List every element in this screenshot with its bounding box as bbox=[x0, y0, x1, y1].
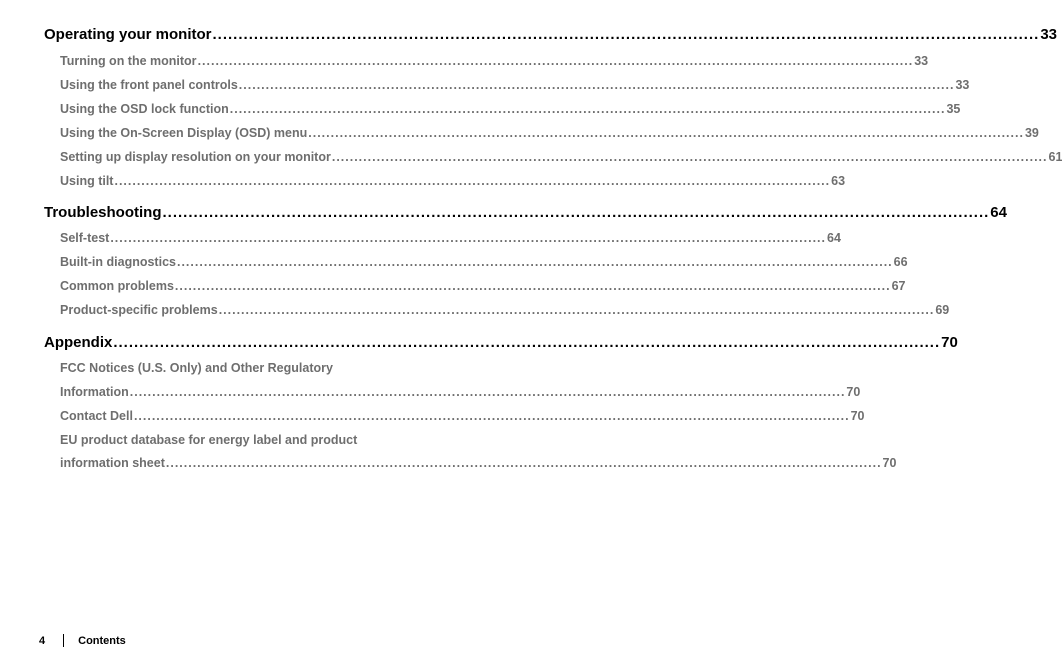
toc-page-number: 33 bbox=[914, 54, 929, 68]
toc-page-number: 70 bbox=[850, 409, 865, 423]
toc-page-number: 61 bbox=[1048, 150, 1062, 164]
toc-item-front-panel[interactable] bbox=[60, 78, 970, 92]
dot-leader: ................................................................................................................................................................ bbox=[229, 102, 946, 116]
toc-section-operating[interactable] bbox=[44, 26, 1057, 43]
toc-item-display-resolution[interactable] bbox=[60, 150, 1062, 164]
toc-item-title: Contact Dell bbox=[60, 409, 133, 423]
dot-leader: ................................................................................................................................................................ bbox=[110, 231, 826, 245]
dot-leader: ................................................................................................................................................................ bbox=[331, 150, 1048, 164]
toc-item-tilt[interactable] bbox=[60, 174, 846, 188]
toc-page-number: 39 bbox=[1024, 126, 1039, 140]
toc-item-title: Common problems bbox=[60, 279, 174, 293]
toc-item-eu-database[interactable] bbox=[60, 456, 897, 470]
toc-item-self-test[interactable] bbox=[60, 231, 841, 245]
dot-leader: ................................................................................................................................................................ bbox=[113, 334, 941, 351]
toc-section-title: Operating your monitor bbox=[44, 26, 212, 43]
toc-page-number: 35 bbox=[946, 102, 961, 116]
toc-item-osd-lock[interactable] bbox=[60, 102, 961, 116]
footer-divider bbox=[63, 634, 64, 647]
footer-page-number: 4 bbox=[39, 634, 46, 647]
dot-leader: ................................................................................................................................................................ bbox=[162, 204, 990, 221]
toc-section-appendix[interactable] bbox=[44, 334, 958, 351]
toc-item-eu-database-line1[interactable]: EU product database for energy label and product bbox=[60, 433, 358, 447]
dot-leader: ................................................................................................................................................................ bbox=[174, 279, 891, 293]
dot-leader: ................................................................................................................................................................ bbox=[212, 26, 1040, 43]
toc-item-title: Self-test bbox=[60, 231, 110, 245]
toc-page-number: 33 bbox=[1040, 26, 1057, 43]
toc-item-osd-menu[interactable] bbox=[60, 126, 1039, 140]
toc-item-title: Product-specific problems bbox=[60, 303, 218, 317]
toc-item-fcc-notices[interactable] bbox=[60, 385, 861, 399]
toc-page-number: 70 bbox=[882, 456, 897, 470]
toc-page-number: 64 bbox=[827, 231, 841, 245]
dot-leader: ................................................................................................................................................................ bbox=[176, 255, 893, 269]
toc-page-number: 70 bbox=[941, 334, 958, 351]
toc-item-product-specific[interactable] bbox=[60, 303, 950, 317]
toc-page-number: 69 bbox=[935, 303, 950, 317]
page-footer bbox=[39, 634, 126, 647]
toc-item-title: Using the On-Screen Display (OSD) menu bbox=[60, 126, 308, 140]
toc-item-title: Using tilt bbox=[60, 174, 114, 188]
dot-leader: ................................................................................................................................................................ bbox=[129, 385, 846, 399]
toc-item-common-problems[interactable] bbox=[60, 279, 906, 293]
toc-item-title: Using the front panel controls bbox=[60, 78, 238, 92]
dot-leader: ................................................................................................................................................................ bbox=[238, 78, 955, 92]
toc-page-number: 66 bbox=[893, 255, 908, 269]
dot-leader: ................................................................................................................................................................ bbox=[308, 126, 1024, 140]
toc-section-title: Appendix bbox=[44, 334, 113, 351]
footer-section-label: Contents bbox=[78, 634, 126, 647]
toc-item-turning-on[interactable] bbox=[60, 54, 929, 68]
toc-item-title: Turning on the monitor bbox=[60, 54, 197, 68]
toc-item-built-in-diagnostics[interactable] bbox=[60, 255, 908, 269]
dot-leader: ................................................................................................................................................................ bbox=[114, 174, 831, 188]
toc-item-title: Built-in diagnostics bbox=[60, 255, 176, 269]
dot-leader: ................................................................................................................................................................ bbox=[165, 456, 882, 470]
toc-item-title: Using the OSD lock function bbox=[60, 102, 229, 116]
toc-section-troubleshooting[interactable] bbox=[44, 204, 1007, 221]
toc-item-contact-dell[interactable] bbox=[60, 409, 865, 423]
toc-section-title: Troubleshooting bbox=[44, 204, 162, 221]
toc-item-title: information sheet bbox=[60, 456, 165, 470]
toc-page-number: 70 bbox=[846, 385, 861, 399]
dot-leader: ................................................................................................................................................................ bbox=[218, 303, 935, 317]
toc-page-number: 67 bbox=[891, 279, 906, 293]
dot-leader: ................................................................................................................................................................ bbox=[133, 409, 850, 423]
dot-leader: ................................................................................................................................................................ bbox=[197, 54, 914, 68]
toc-page-number: 33 bbox=[955, 78, 970, 92]
toc-item-fcc-notices-line1[interactable]: FCC Notices (U.S. Only) and Other Regulatory bbox=[60, 361, 333, 375]
toc-page-number: 64 bbox=[990, 204, 1007, 221]
toc-item-title: Setting up display resolution on your monitor bbox=[60, 150, 331, 164]
toc-item-title: Information bbox=[60, 385, 129, 399]
toc-page-number: 63 bbox=[831, 174, 846, 188]
